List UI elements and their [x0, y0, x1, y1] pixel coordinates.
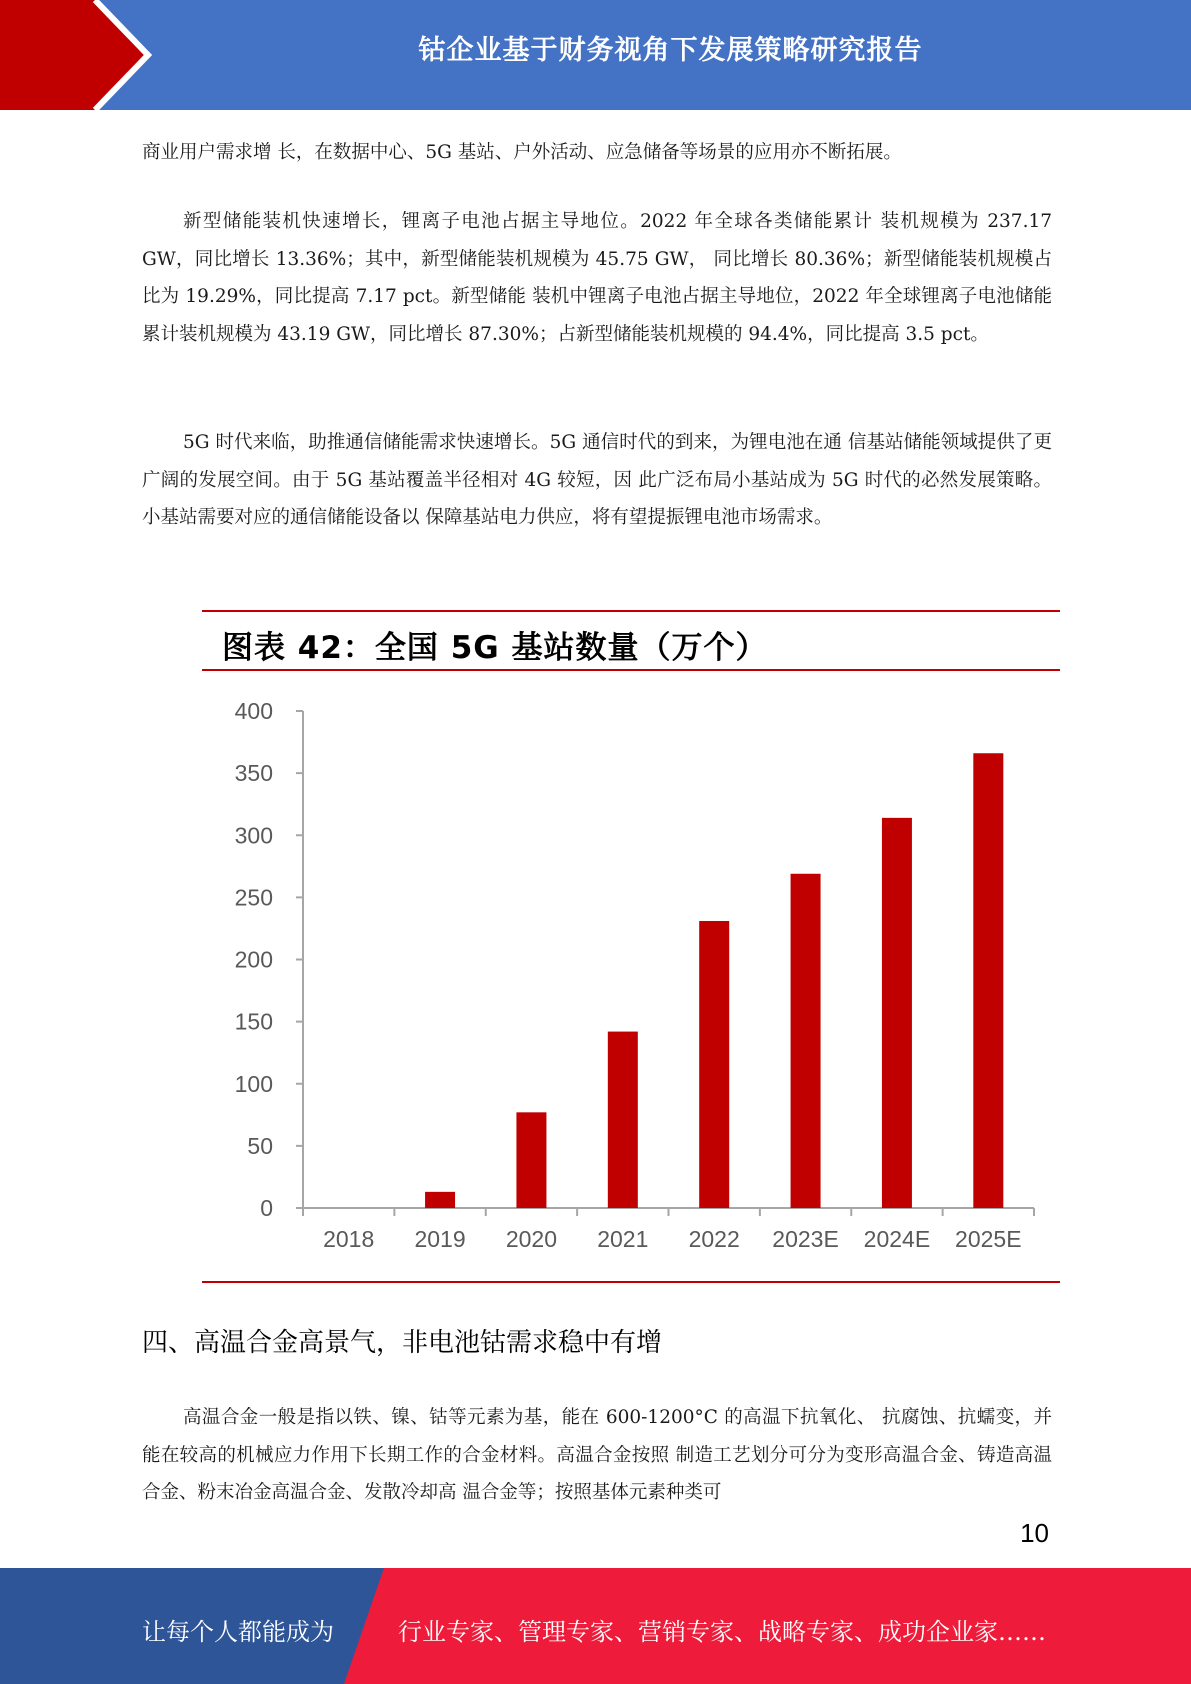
y-tick-label: 50 — [247, 1132, 273, 1159]
report-title: 钴企业基于财务视角下发展策略研究报告 — [418, 35, 923, 66]
bar-2023E — [791, 874, 821, 1208]
x-tick-label: 2022 — [688, 1226, 740, 1252]
y-tick-label: 150 — [234, 1008, 273, 1035]
paragraph-5g: 5G 时代来临，助推通信储能需求快速增长。5G 通信时代的到来，为锂电池在通 信基站储能领域提供了更广阔的发展空间。由于 5G 基站覆盖半径相对 4G 较短，因 此广泛布局小基站成为 5G 时代的必然发展策略。小基站需要对应的通信储能设备以 保障基站电力供应，将有望提振锂电池市场需求。 — [142, 432, 1052, 528]
figure-top-rule — [202, 610, 1060, 612]
page-header — [0, 0, 1191, 110]
y-tick-label: 350 — [234, 760, 273, 787]
bar-2024E — [882, 818, 912, 1208]
bar-2020 — [516, 1112, 546, 1208]
bar-2021 — [608, 1032, 638, 1208]
x-tick-label: 2019 — [414, 1226, 466, 1252]
x-tick-label: 2018 — [323, 1226, 375, 1252]
paragraph-energy-storage: 新型储能装机快速增长，锂离子电池占据主导地位。2022 年全球各类储能累计 装机规模为 237.17 GW，同比增长 13.36%；其中，新型储能装机规模为 45.75 GW， 同比增长 80.36%；新型储能装机规模占比为 19.29%，同比提高 7.17 pct。新型储能 装机中锂离子电池占据主导地位，2022 年全球锂离子电池储能累计装机规模为 43.19 GW，同比增长 87.30%；占新型储能装机规模的 94.4%，同比提高 3.5 pct。 — [142, 211, 1052, 345]
figure-title: 图表 42：全国 5G 基站数量（万个） — [222, 630, 768, 666]
footer-slogan-left: 让每个人都能成为 — [142, 1618, 334, 1646]
y-tick-label: 0 — [260, 1195, 273, 1221]
y-tick-label: 100 — [234, 1070, 273, 1097]
header-red-chevron — [0, 0, 148, 110]
footer-slogan-right: 行业专家、管理专家、营销专家、战略专家、成功企业家…… — [398, 1618, 1046, 1646]
figure-bottom-rule — [202, 1281, 1060, 1283]
y-tick-label: 400 — [234, 698, 273, 724]
x-tick-label: 2024E — [863, 1226, 931, 1252]
figure-title-rule — [202, 669, 1060, 671]
bar-2025E — [973, 753, 1003, 1208]
x-tick-label: 2023E — [772, 1226, 839, 1252]
y-tick-label: 200 — [234, 946, 273, 973]
x-tick-label: 2020 — [505, 1226, 558, 1252]
x-tick-label: 2021 — [597, 1226, 649, 1252]
page-footer — [0, 1568, 1191, 1684]
bar-chart-5g-base-stations — [202, 690, 1060, 1265]
paragraph-1: 商业用户需求增 长，在数据中心、5G 基站、户外活动、应急储备等场景的应用亦不断拓展。 — [142, 142, 902, 163]
x-tick-label: 2025E — [955, 1226, 1022, 1252]
y-tick-label: 250 — [234, 884, 273, 911]
bar-2019 — [425, 1192, 455, 1208]
bar-2022 — [699, 921, 729, 1208]
paragraph-superalloy: 高温合金一般是指以铁、镍、钴等元素为基，能在 600-1200°C 的高温下抗氧化、 抗腐蚀、抗蠕变，并能在较高的机械应力作用下长期工作的合金材料。高温合金按照 制造工艺划分可分为变形高温合金、铸造高温合金、粉末冶金高温合金、发散冷却高 温合金等；按照基体元素种类可 — [142, 1407, 1052, 1503]
y-tick-label: 300 — [234, 822, 273, 849]
section-heading: 四、高温合金高景气，非电池钴需求稳中有增 — [142, 1328, 663, 1358]
page-number: 10 — [1020, 1518, 1049, 1548]
